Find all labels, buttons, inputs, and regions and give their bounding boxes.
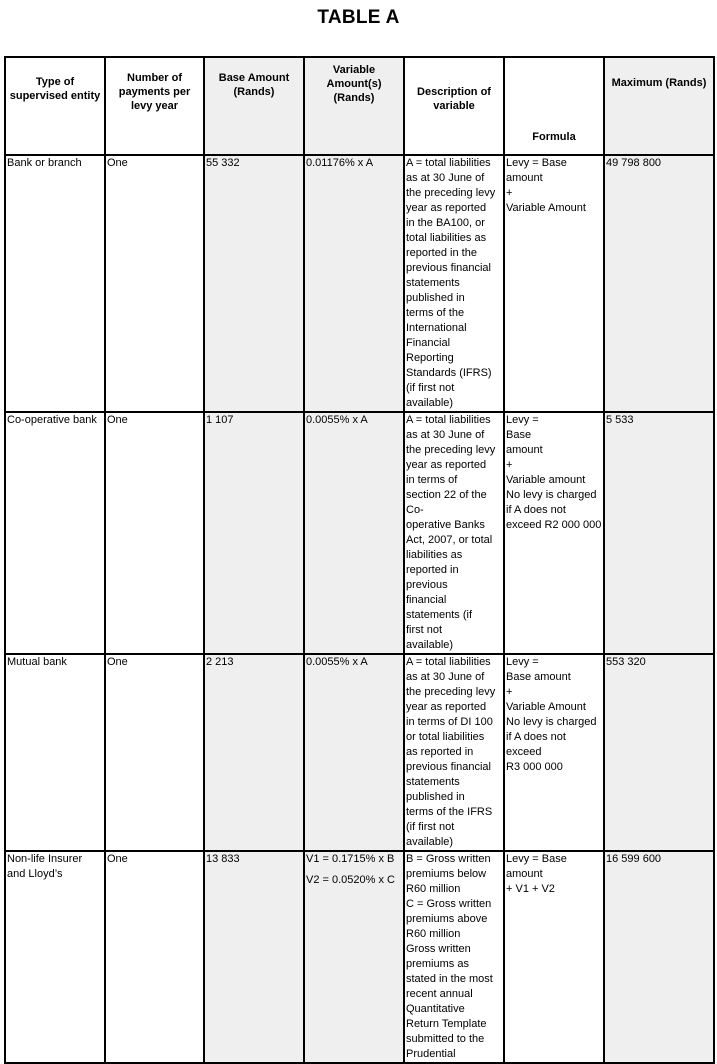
cell-variable-amount [304, 412, 404, 654]
cell-description-line: B = Gross written [406, 853, 491, 865]
cell-description-line: recent annual [406, 988, 473, 1000]
cell-base-amount: 2 213 [204, 654, 304, 851]
cell-description-line: Financial [406, 337, 451, 349]
cell-maximum: 5 533 [604, 412, 714, 654]
cell-description-line: first not [406, 624, 443, 636]
cell-variable-amount-line: V1 = 0.1715% x B [306, 853, 395, 865]
table-row [5, 155, 714, 412]
header-description: Description of variable [404, 57, 504, 155]
cell-formula-line: Levy = [506, 656, 539, 668]
cell-description [404, 654, 504, 851]
cell-formula-line: + [506, 686, 513, 698]
header-type: Type of supervised entity [5, 57, 105, 155]
cell-description-line: published in [406, 292, 465, 304]
cell-description-line: available) [406, 836, 454, 848]
header-maximum: Maximum (Rands) [604, 57, 714, 155]
header-row [5, 57, 714, 155]
cell-description-line: Return Template [406, 1018, 487, 1030]
cell-description-line: Quantitative [406, 1003, 465, 1015]
cell-description-line: A = total liabilities [406, 656, 491, 668]
cell-description-line: reported in [406, 564, 459, 576]
cell-description-line: Co- [406, 504, 424, 516]
cell-payments: One [105, 412, 204, 654]
cell-description-line: previous financial [406, 262, 491, 274]
header-variable-amount: Variable Amount(s) (Rands) [304, 57, 404, 155]
cell-maximum: 553 320 [604, 654, 714, 851]
cell-formula-line: No levy is charged [506, 716, 597, 728]
table-row [5, 654, 714, 851]
cell-formula [504, 155, 604, 412]
cell-formula-line: Levy = Base [506, 853, 567, 865]
cell-description-line: previous financial [406, 761, 491, 773]
cell-description-line: the preceding levy [406, 187, 496, 199]
levy-table [4, 56, 715, 1064]
cell-entity-type: Mutual bank [5, 654, 105, 851]
cell-entity-type: Non-life Insurer and Lloyd’s [5, 851, 105, 1063]
cell-description-line: C = Gross written [406, 898, 492, 910]
cell-description-line: (if first not [406, 382, 455, 394]
cell-formula-line: + [506, 187, 513, 199]
cell-description-line: International [406, 322, 467, 334]
cell-formula-line: Levy = Base [506, 157, 567, 169]
header-base-amount: Base Amount (Rands) [204, 57, 304, 155]
cell-base-amount: 1 107 [204, 412, 304, 654]
table-row [5, 412, 714, 654]
cell-formula-line: Base amount [506, 671, 571, 683]
cell-formula-line: Levy = [506, 414, 539, 426]
header-payments: Number of payments per levy year [105, 57, 204, 155]
cell-base-amount: 13 833 [204, 851, 304, 1063]
cell-variable-amount-line: V2 = 0.0520% x C [306, 874, 395, 886]
cell-description-line: as at 30 June of [406, 172, 485, 184]
cell-description-line: section 22 of the [406, 489, 487, 501]
cell-description-line: Prudential [406, 1048, 456, 1060]
cell-payments: One [105, 155, 204, 412]
cell-description-line: in the BA100, or [406, 217, 485, 229]
cell-description-line: as at 30 June of [406, 671, 485, 683]
cell-description-line: the preceding levy [406, 444, 496, 456]
cell-description-line: statements [406, 277, 460, 289]
cell-description-line: statements [406, 776, 460, 788]
cell-variable-amount-line: 0.01176% x A [306, 157, 374, 169]
cell-description-line: year as reported [406, 202, 487, 214]
cell-formula [504, 851, 604, 1063]
cell-description-line: as at 30 June of [406, 429, 485, 441]
cell-description-line: liabilities as [406, 549, 463, 561]
cell-description-line: R60 million [406, 928, 461, 940]
cell-variable-amount-line: 0.0055% x A [306, 656, 368, 668]
cell-description-line: in terms of DI 100 [406, 716, 493, 728]
cell-formula-line: Variable amount [506, 474, 586, 486]
cell-description-line: previous [406, 579, 448, 591]
cell-description-line: the preceding levy [406, 686, 496, 698]
cell-entity-type: Bank or branch [5, 155, 105, 412]
cell-formula-line: + V1 + V2 [506, 883, 555, 895]
cell-formula-line: exceed R2 000 000 [506, 519, 602, 531]
cell-variable-amount [304, 851, 404, 1063]
cell-formula-line: No levy is charged [506, 489, 597, 501]
cell-description-line: published in [406, 791, 465, 803]
cell-description-line: reported in the [406, 247, 477, 259]
cell-description-line: premiums below [406, 868, 487, 880]
header-formula: Formula [504, 57, 604, 155]
cell-formula-line: + [506, 459, 513, 471]
table-row [5, 851, 714, 1063]
cell-description-line: stated in the most [406, 973, 493, 985]
cell-description-line: Standards (IFRS) [406, 367, 492, 379]
cell-formula [504, 654, 604, 851]
cell-formula-line: amount [506, 444, 543, 456]
cell-description-line: submitted to the [406, 1033, 485, 1045]
cell-formula-line: Variable Amount [506, 701, 586, 713]
cell-formula-line: amount [506, 172, 543, 184]
cell-description-line: available) [406, 639, 454, 651]
cell-description-line: Gross written [406, 943, 471, 955]
cell-description-line: Reporting [406, 352, 454, 364]
cell-description-line: A = total liabilities [406, 414, 491, 426]
cell-description-line: A = total liabilities [406, 157, 491, 169]
cell-description-line: year as reported [406, 459, 487, 471]
cell-formula-line: R3 000 000 [506, 761, 563, 773]
cell-description-line: premiums as [406, 958, 469, 970]
cell-description-line: statements (if [406, 609, 473, 621]
cell-formula-line: amount [506, 868, 543, 880]
cell-description-line: (if first not [406, 821, 455, 833]
table-title: TABLE A [317, 7, 400, 28]
cell-description-line: Act, 2007, or total [406, 534, 493, 546]
cell-variable-amount [304, 155, 404, 412]
cell-formula-line: if A does not [506, 504, 566, 516]
cell-variable-amount-line: 0.0055% x A [306, 414, 368, 426]
cell-description-line: terms of the [406, 307, 465, 319]
cell-description-line: total liabilities as [406, 232, 487, 244]
cell-description-line: terms of the IFRS [406, 806, 493, 818]
cell-description [404, 851, 504, 1063]
cell-description [404, 412, 504, 654]
cell-description-line: year as reported [406, 701, 487, 713]
cell-description [404, 155, 504, 412]
cell-description-line: or total liabilities [406, 731, 485, 743]
cell-payments: One [105, 654, 204, 851]
cell-maximum: 49 798 800 [604, 155, 714, 412]
cell-description-line: operative Banks [406, 519, 485, 531]
cell-entity-type: Co-operative bank [5, 412, 105, 654]
cell-formula-line: exceed [506, 746, 542, 758]
cell-formula-line: Variable Amount [506, 202, 586, 214]
cell-description-line: R60 million [406, 883, 461, 895]
cell-description-line: financial [406, 594, 447, 606]
cell-formula-line: Base [506, 429, 532, 441]
cell-maximum: 16 599 600 [604, 851, 714, 1063]
cell-variable-amount [304, 654, 404, 851]
cell-description-line: in terms of [406, 474, 458, 486]
cell-description-line: available) [406, 397, 454, 409]
cell-base-amount: 55 332 [204, 155, 304, 412]
cell-payments: One [105, 851, 204, 1063]
cell-description-line: as reported in [406, 746, 474, 758]
cell-formula [504, 412, 604, 654]
cell-description-line: premiums above [406, 913, 488, 925]
cell-formula-line: if A does not [506, 731, 566, 743]
